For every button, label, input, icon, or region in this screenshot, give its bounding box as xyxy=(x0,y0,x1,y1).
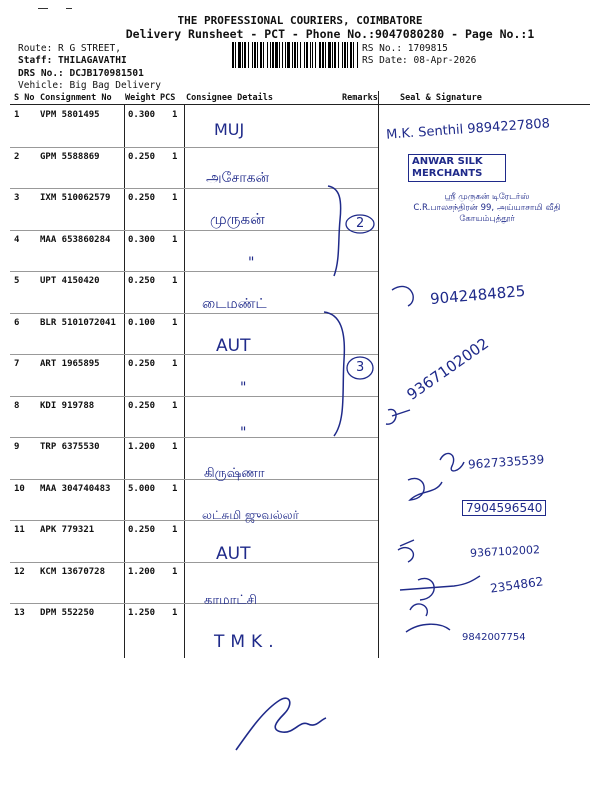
row-consignment: MAA 304740483 xyxy=(40,483,111,494)
row-sno: 9 xyxy=(14,442,20,452)
row-weight: 0.250 xyxy=(128,359,156,369)
row-consignment: KDI 919788 xyxy=(40,400,95,411)
row-separator xyxy=(10,562,378,563)
row-pcs: 1 xyxy=(172,110,178,120)
col-sno: S No xyxy=(14,93,35,103)
consignee-hand-1: MUJ xyxy=(214,120,245,139)
row-sno: 4 xyxy=(14,234,20,245)
row-weight: 1.250 xyxy=(128,608,156,618)
row-pcs: 1 xyxy=(172,442,178,452)
col-remarks: Remarks xyxy=(342,93,378,103)
signature-12: 2354862 xyxy=(489,574,545,596)
row-pcs: 1 xyxy=(172,359,178,369)
signature-1: M.K. Senthil 9894227808 xyxy=(385,116,551,143)
row-sno: 7 xyxy=(14,359,20,369)
consignee-hand-8: " xyxy=(240,380,247,396)
row-pcs: 1 xyxy=(172,483,178,494)
row-sno: 13 xyxy=(14,608,25,618)
row-sno: 5 xyxy=(14,276,20,286)
row-weight: 0.250 xyxy=(128,193,156,203)
row-sno: 12 xyxy=(14,566,25,577)
row-consignment: ART 1965895 xyxy=(40,359,100,369)
vehicle-info: Vehicle: Big Bag Delivery xyxy=(18,80,161,91)
rs-date: RS Date: 08-Apr-2026 xyxy=(362,55,477,66)
rs-number: RS No.: 1709815 xyxy=(362,43,448,54)
consignee-hand-6: டைமண்ட் xyxy=(202,296,267,312)
consignee-hand-13: காமாட்சி xyxy=(204,593,257,608)
row-pcs: 1 xyxy=(172,151,178,162)
col-pcs: PCS xyxy=(160,93,176,103)
row-sno: 10 xyxy=(14,483,25,494)
row-sno: 3 xyxy=(14,193,20,203)
remark-2: 2 xyxy=(356,216,365,231)
barcode-graphic xyxy=(232,42,358,68)
drs-info: DRS No.: DCJB170981501 xyxy=(18,68,144,79)
row-weight: 0.300 xyxy=(128,110,156,120)
row-sno: 8 xyxy=(14,400,20,411)
row-consignment: DPM 552250 xyxy=(40,608,95,618)
company-title: THE PROFESSIONAL COURIERS, COIMBATORE xyxy=(177,14,423,27)
row-consignment: IXM 510062579 xyxy=(40,193,111,203)
row-consignment: KCM 13670728 xyxy=(40,566,106,577)
signature-7: 9367102002 xyxy=(403,334,492,404)
consignee-hand-10: கிருஷ்ணா xyxy=(204,466,265,481)
seal-anwar: ANWAR SILK MERCHANTS xyxy=(408,154,506,182)
row-pcs: 1 xyxy=(172,566,178,577)
row-weight: 0.300 xyxy=(128,234,156,245)
signature-9: 9627335539 xyxy=(467,452,545,472)
row-consignment: BLR 5101072041 xyxy=(40,317,116,328)
remark-3: 3 xyxy=(356,360,365,375)
top-mark xyxy=(38,8,48,9)
staff-info: Staff: THILAGAVATHI xyxy=(18,55,127,66)
row-weight: 0.250 xyxy=(128,525,156,535)
row-weight: 5.000 xyxy=(128,483,156,494)
consignee-hand-4: " xyxy=(248,255,255,271)
col-weight: Weight xyxy=(125,93,156,103)
seal-murugan: ஸ்ரீ முருகன் டிரேடர்ஸ் C.R.பாலசந்திரன் 99, அய்யாசாமி வீதி கோயம்புத்தூர் xyxy=(413,192,561,224)
row-consignment: UPT 4150420 xyxy=(40,276,100,286)
row-pcs: 1 xyxy=(172,193,178,203)
row-consignment: VPM 5801495 xyxy=(40,110,100,120)
row-sno: 11 xyxy=(14,525,25,535)
row-pcs: 1 xyxy=(172,317,178,328)
row-weight: 0.100 xyxy=(128,317,156,328)
col-consignment: Consignment No xyxy=(40,93,112,103)
signature-10: 7904596540 xyxy=(462,500,546,516)
signature-11: 9367102002 xyxy=(469,543,541,560)
row-pcs: 1 xyxy=(172,608,178,618)
row-weight: 0.250 xyxy=(128,276,156,286)
remarks-brackets xyxy=(320,180,380,440)
top-mark xyxy=(66,8,72,9)
signature-scribbles xyxy=(380,110,590,670)
bottom-signature-icon xyxy=(230,690,350,760)
consignee-hand-7: AUT xyxy=(216,336,251,356)
row-pcs: 1 xyxy=(172,400,178,411)
runsheet-subtitle: Delivery Runsheet - PCT - Phone No.:9047080280 - Page No.:1 xyxy=(125,27,535,41)
col-signature: Seal & Signature xyxy=(400,93,482,103)
consignee-hand-9: " xyxy=(240,425,247,441)
consignee-hand-3: முருகன் xyxy=(210,210,265,228)
row-separator xyxy=(10,603,378,604)
row-pcs: 1 xyxy=(172,525,178,535)
signature-13: 9842007754 xyxy=(462,632,526,643)
row-sno: 2 xyxy=(14,151,20,162)
row-consignment: MAA 653860284 xyxy=(40,234,111,245)
signature-5: 9042484825 xyxy=(429,281,527,309)
row-pcs: 1 xyxy=(172,276,178,286)
row-consignment: TRP 6375530 xyxy=(40,442,100,452)
row-weight: 1.200 xyxy=(128,566,156,577)
row-weight: 1.200 xyxy=(128,442,156,452)
consignee-hand-12: AUT xyxy=(216,544,251,564)
row-consignment: APK 779321 xyxy=(40,525,95,535)
row-separator xyxy=(10,520,378,521)
col-consignee: Consignee Details xyxy=(186,93,273,103)
row-sno: 6 xyxy=(14,317,20,328)
header-rule xyxy=(10,104,590,105)
row-separator xyxy=(10,479,378,480)
row-pcs: 1 xyxy=(172,234,178,245)
consignee-hand-extra: TMK. xyxy=(214,632,280,652)
row-weight: 0.250 xyxy=(128,400,156,411)
row-weight: 0.250 xyxy=(128,151,156,162)
route-info: Route: R G STREET, xyxy=(18,43,121,54)
consignee-hand-2: அசோகன் xyxy=(206,170,270,186)
row-separator xyxy=(10,147,378,148)
consignee-hand-11: லட்சுமி ஜுவல்லர் xyxy=(202,508,299,522)
row-sno: 1 xyxy=(14,110,20,120)
row-consignment: GPM 5588869 xyxy=(40,151,100,162)
